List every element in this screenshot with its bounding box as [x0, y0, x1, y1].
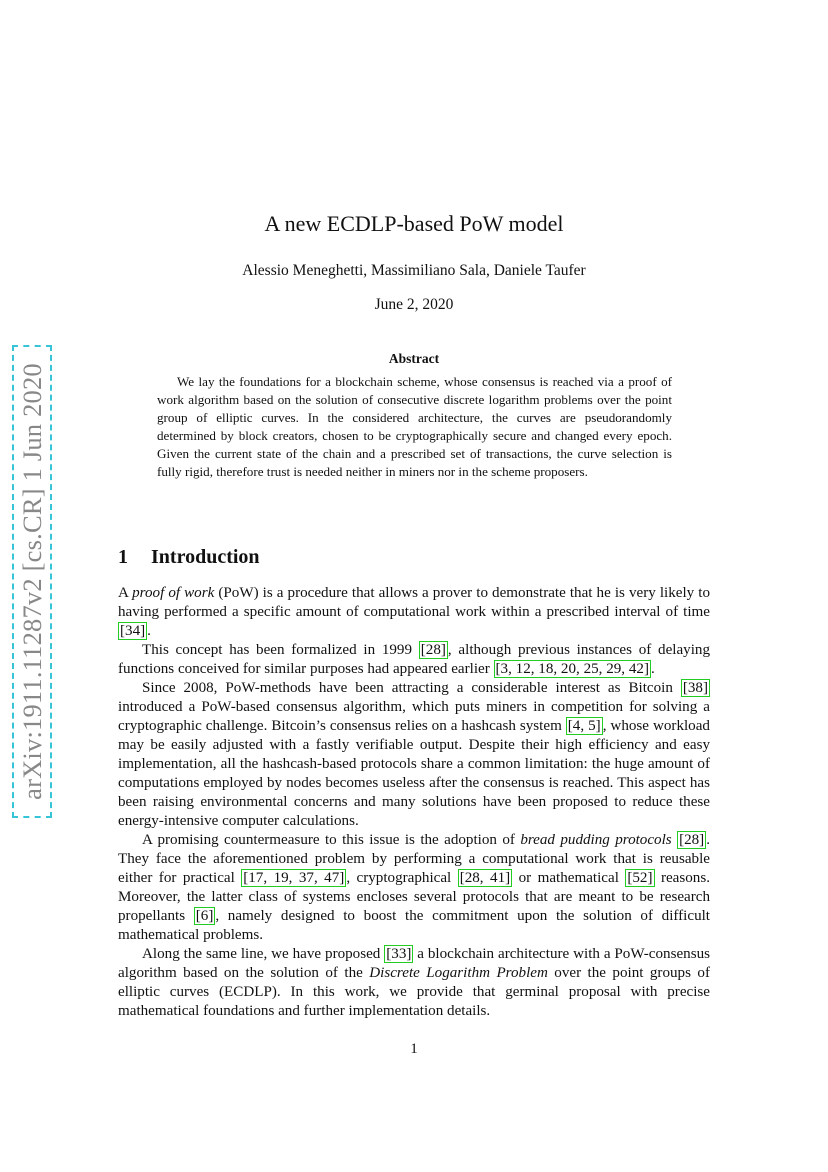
arxiv-identifier: arXiv:1911.11287v2 [cs.CR] 1 Jun 2020 — [16, 363, 47, 800]
paper-authors: Alessio Meneghetti, Massimiliano Sala, Daniele Taufer — [242, 262, 586, 279]
citation-link[interactable]: [3, 12, 18, 20, 25, 29, 42] — [495, 661, 649, 677]
paragraph-2: This concept has been formalized in 1999 [28] , although previous instances of delaying functions conceived for similar purposes had appeared earlier [3, 12, 18, 20, 25, 29, 42] . — [118, 642, 710, 677]
citation-link[interactable]: [6] — [195, 908, 214, 924]
arxiv-identifier-stamp — [12, 345, 52, 818]
term-bread-pudding-protocols: bread pudding protocols — [520, 832, 672, 848]
paper-date: June 2, 2020 — [374, 296, 454, 313]
paragraph-5: Along the same line, we have proposed [33] a blockchain architecture with a PoW-consensus algorithm based on the solution of the Discrete Logarithm Problem over the point groups of elliptic curves (ECDLP). In this work, we provide that germinal proposal with precise mathematical foundations and further implementation details. — [118, 946, 711, 1019]
page-number: 1 — [410, 1041, 418, 1057]
citation-link[interactable]: [34] — [120, 623, 146, 639]
paragraph-3: Since 2008, PoW-methods have been attracting a considerable interest as Bitcoin [38] introduced a PoW-based consensus algorithm, which puts miners in competition for solving a cryptographic challenge. Bitcoin’s consensus relies on a hashcash system [4, 5] , whose workload may be easily adjusted with a fastly verifiable output. Despite their high efficiency and easy implementation, all the hashcash-based protocols share a common limitation: the huge amount of computations employed by nodes becomes useless after the consensus is reached. This aspect has been raising environmental concerns and many solutions have been proposed to reduce these energy-intensive computer calculations. — [118, 680, 710, 829]
abstract-heading: Abstract — [388, 351, 440, 366]
citation-link[interactable]: [4, 5] — [567, 718, 601, 734]
paragraph-1: A proof of work (PoW) is a procedure that allows a prover to demonstrate that he is very likely to having performed a specific amount of computational work within a prescribed interval of time [34] . — [118, 585, 710, 639]
section-title: Introduction — [151, 546, 260, 568]
citation-link[interactable]: [28] — [679, 832, 705, 848]
term-discrete-logarithm-problem: Discrete Logarithm Problem — [369, 965, 548, 981]
citation-link[interactable]: [17, 19, 37, 47] — [243, 870, 345, 886]
paragraph-4: A promising countermeasure to this issue is the adoption of bread pudding protocols [28] . They face the aforementioned problem by performing a computational work that is reusable either for practical [17, 19, 37, 47] , cryptographical [28, 41] or mathematical [52] reasons. Moreover, the latter class of systems encloses several protocols that are meant to be research propellants [6] , namely designed to boost the commitment upon the solution of difficult mathematical problems. — [118, 832, 711, 943]
section-heading — [118, 546, 260, 569]
section-number: 1 — [118, 546, 128, 568]
term-proof-of-work: proof of work — [132, 585, 215, 601]
body-text — [118, 584, 710, 1021]
citation-link[interactable]: [33] — [386, 946, 412, 962]
citation-link[interactable]: [28, 41] — [459, 870, 511, 886]
abstract-text: We lay the foundations for a blockchain scheme, whose consensus is reached via a proof of work algorithm based on the solution of consecutive discrete logarithm problems over the point group of elliptic curves. In the considered architecture, the curves are pseudorandomly determined by block creators, chosen to be cryptographically secure and changed every epoch. Given the current state of the chain and a prescribed set of transactions, the curve selection is fully rigid, therefore trust is needed neither in miners nor in the scheme proposers. — [157, 374, 672, 479]
paper-title: A new ECDLP-based PoW model — [264, 211, 564, 236]
citation-link[interactable]: [28] — [420, 642, 446, 658]
citation-link[interactable]: [38] — [682, 680, 708, 696]
citation-link[interactable]: [52] — [627, 870, 653, 886]
